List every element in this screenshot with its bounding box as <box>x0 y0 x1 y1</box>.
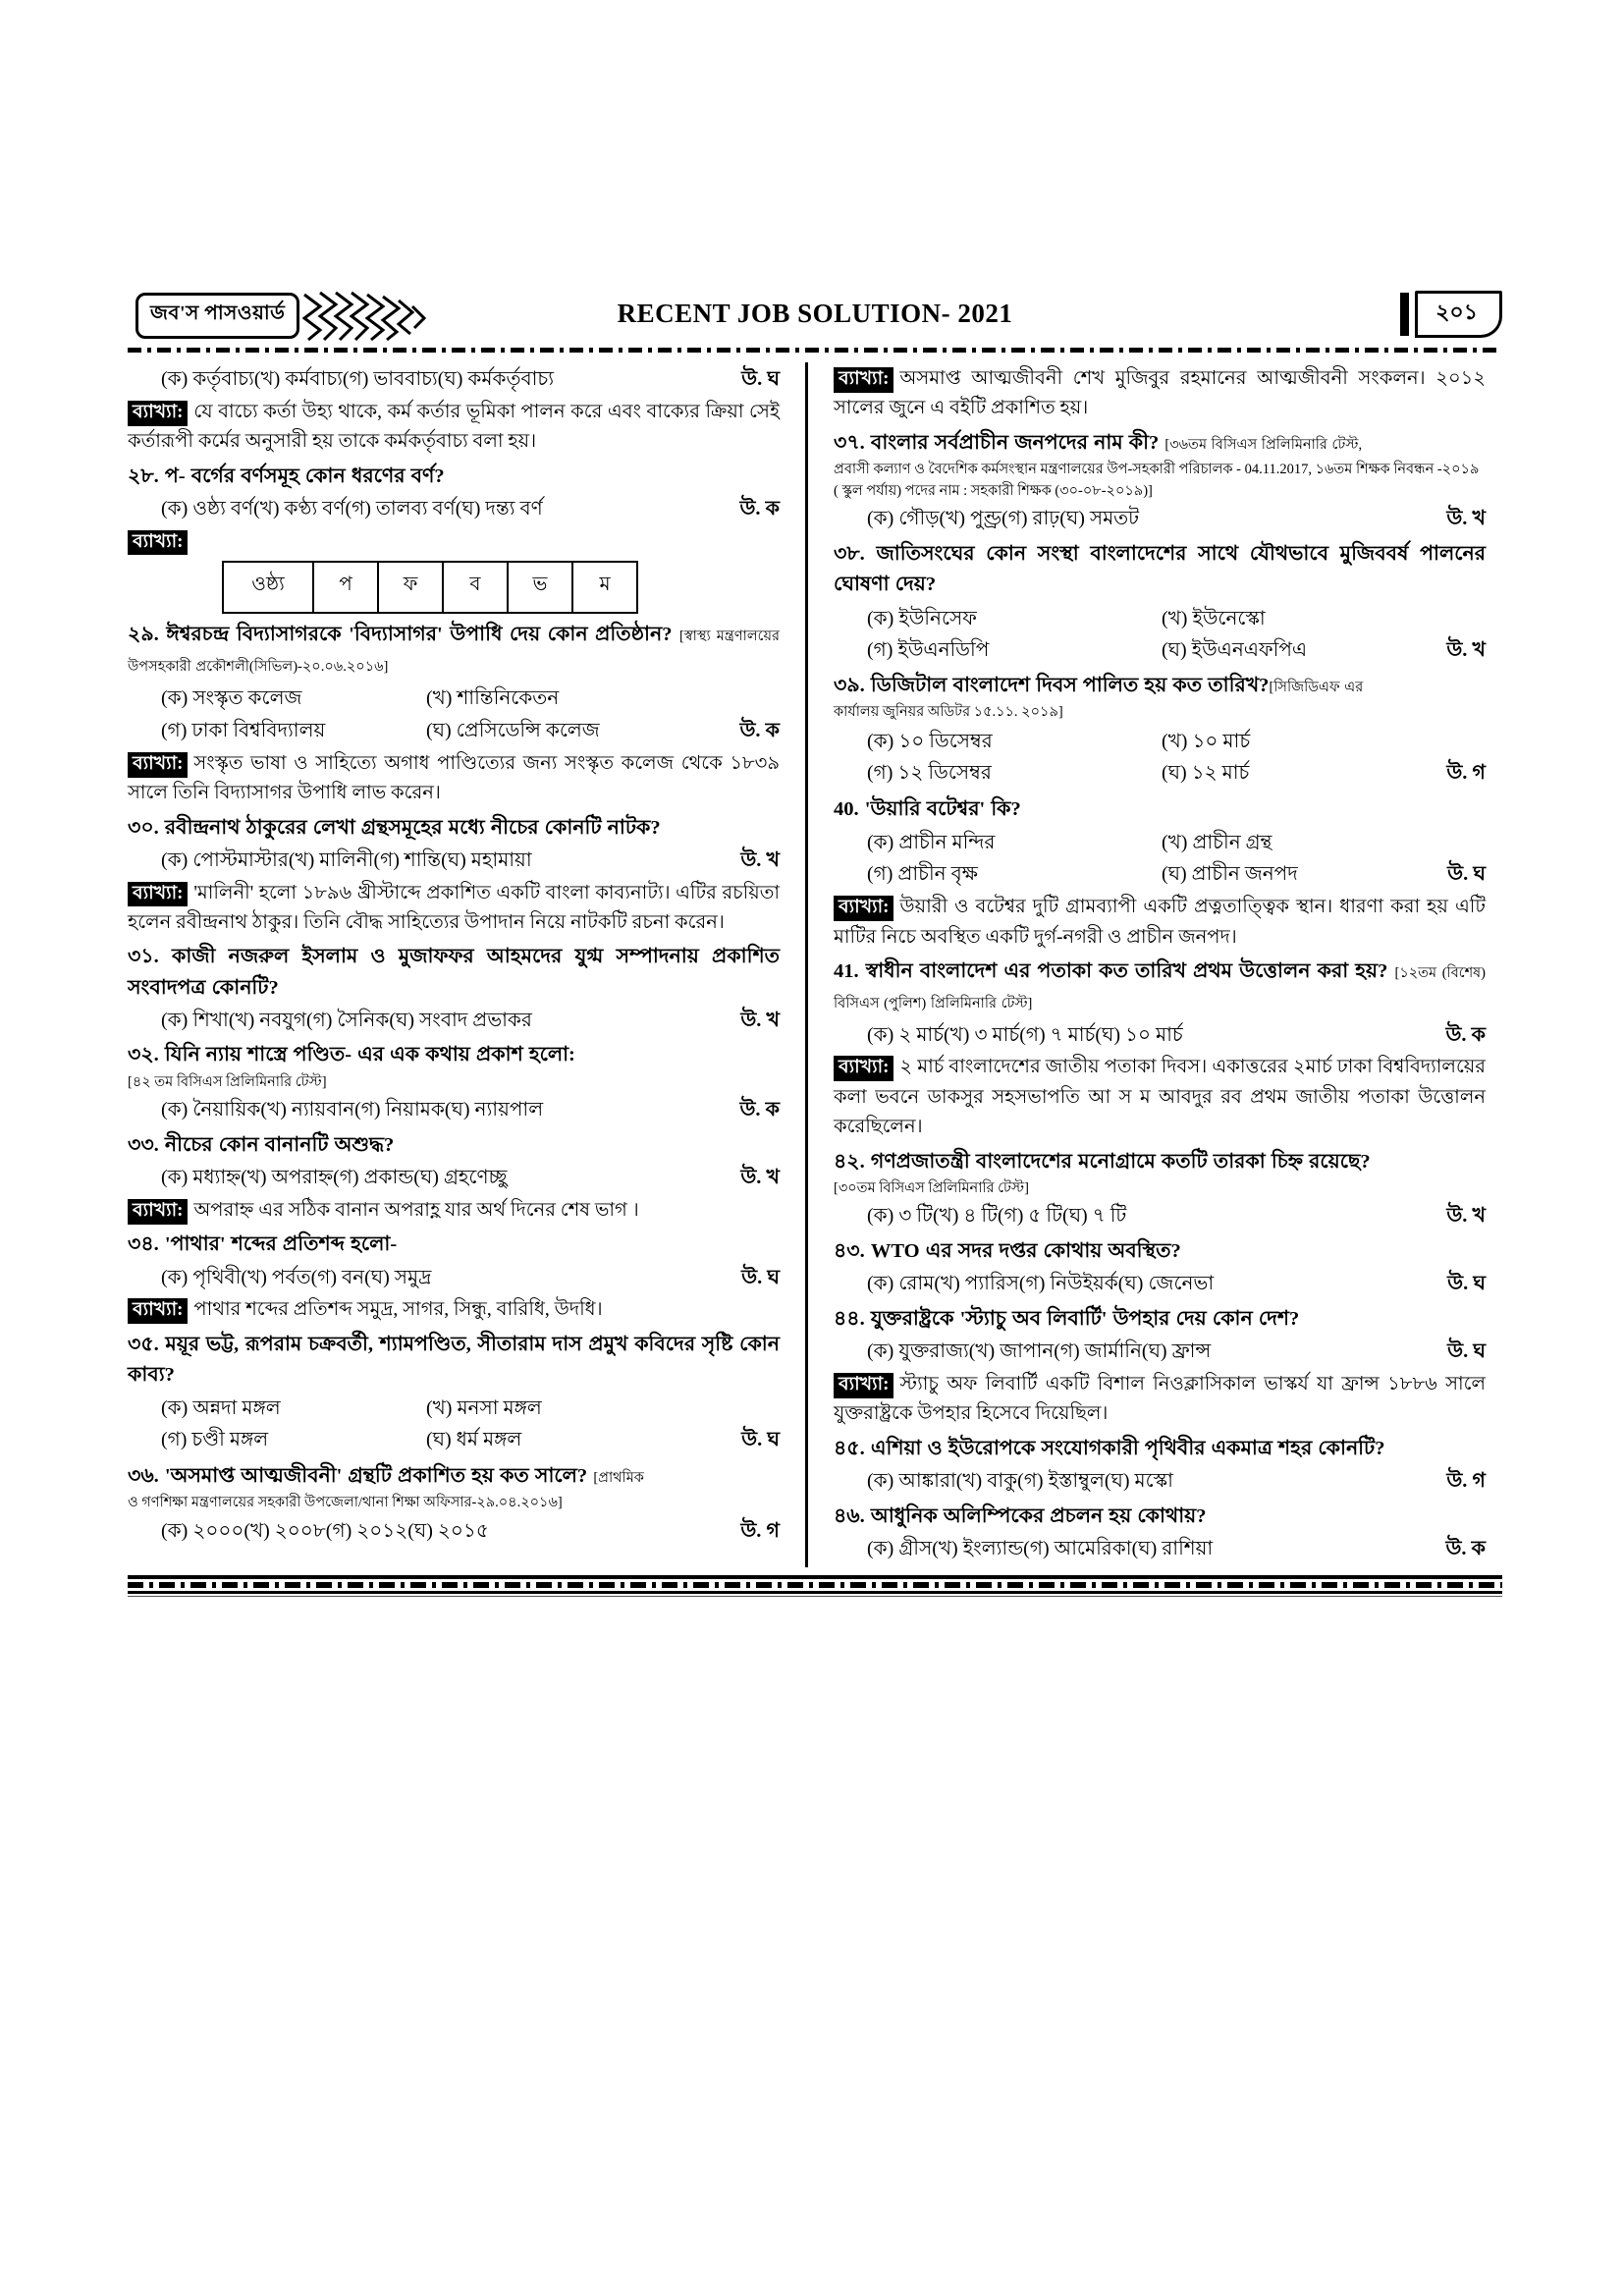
q27-explanation <box>128 398 780 458</box>
explanation-tag: ব্যাখ্যা: <box>128 1199 188 1225</box>
answer-key: উ. ক <box>739 497 780 519</box>
q33-question: ৩৩. নীচের কোন বানানটি অশুদ্ধ? <box>128 1134 395 1157</box>
option-a: (ক) কর্তৃবাচ্য <box>161 368 254 390</box>
explanation-text: স্ট্যাচু অফ লিবার্টি একটি বিশাল নিওক্লাসিকাল ভাস্কর্য যা ফ্রান্স ১৮৮৬ সালে যুক্তরাষ্ট্রকে উপহার হিসেবে দিয়েছিল। <box>834 1374 1486 1425</box>
q33-explanation <box>128 1196 780 1226</box>
option-a: (ক) পৃথিবী <box>161 1266 242 1288</box>
option-a: (ক) যুক্তরাজ্য <box>867 1340 969 1363</box>
q37-text: ৩৭. বাংলার সর্বপ্রাচীন জনপদের নাম কী? <box>834 431 1160 454</box>
option-b: (খ) ইউনেস্কো <box>1162 607 1266 629</box>
table-cell: ম <box>572 562 637 613</box>
option-d: (ঘ) সমতট <box>1059 508 1140 530</box>
option-a: (ক) গ্রীস <box>867 1537 933 1559</box>
answer-key: উ. খ <box>740 848 780 871</box>
q41-explanation <box>834 1053 1486 1142</box>
q27-options <box>128 364 780 396</box>
option-a: (ক) অন্নদা মঙ্গল <box>161 1397 281 1420</box>
option-d: (ঘ) ফ্রান্স <box>1141 1340 1212 1363</box>
option-b: (খ) ৪ টি <box>932 1205 998 1228</box>
option-b: (খ) জাপান <box>968 1340 1055 1363</box>
option-c: (গ) ৭ মার্চ <box>1019 1023 1096 1046</box>
q28-explanation <box>128 527 780 557</box>
explanation-tag: ব্যাখ্যা: <box>834 896 893 921</box>
brand-logo: জব'স পাসওয়ার্ড <box>135 293 299 339</box>
option-b: (খ) প্রাচীন গ্রন্থ <box>1162 831 1272 853</box>
q44-explanation <box>834 1370 1486 1430</box>
q42-question: ৪২. গণপ্রজাতন্ত্রী বাংলাদেশের মনোগ্রামে কতটি তারকা চিহ্ন রয়েছে? <box>834 1150 1371 1173</box>
q36-explanation <box>834 364 1486 424</box>
option-row <box>161 1424 780 1456</box>
q30-question: ৩০. রবীন্দ্রনাথ ঠাকুরের লেখা গ্রন্থসমূহের মধ্যে নীচের কোনটি নাটক? <box>128 816 661 839</box>
option-a: (ক) ইউনিসেফ <box>867 607 977 629</box>
right-column <box>816 362 1486 1567</box>
q44-question: ৪৪. যুক্তরাষ্ট্রকে 'স্ট্যাচু অব লিবার্টি' উপহার দেয় কোন দেশ? <box>834 1308 1300 1331</box>
option-c: (গ) রাঢ় <box>1001 508 1060 530</box>
q41-options <box>834 1020 1486 1052</box>
option-c: (গ) ইস্তাম্বুল <box>1017 1469 1105 1492</box>
option-d: (ঘ) মস্কো <box>1104 1469 1173 1492</box>
option-row <box>161 715 780 747</box>
q39-question <box>834 671 1486 701</box>
table-cell: ভ <box>508 562 572 613</box>
option-a: (ক) পোস্টমাস্টার <box>161 848 289 871</box>
option-c: (গ) ঢাকা বিশ্ববিদ্যালয় <box>161 719 326 741</box>
explanation-text: পাথার শব্দের প্রতিশব্দ সমুদ্র, সাগর, সিন্ধু, বারিধি, উদধি। <box>193 1299 603 1321</box>
option-d: (ঘ) জেনেভা <box>1117 1273 1215 1295</box>
option-d: (ঘ) কর্মকর্তৃবাচ্য <box>437 368 555 390</box>
page-number-group <box>1400 291 1502 338</box>
left-column <box>128 362 797 1567</box>
q31-question: ৩১. কাজী নজরুল ইসলাম ও মুজাফফর আহমদের যুগ্ম সম্পাদনায় প্রকাশিত সংবাদপত্র কোনটি? <box>128 946 780 999</box>
option-d: (ঘ) ধর্ম মঙ্গল <box>426 1429 522 1451</box>
q34-options <box>128 1263 780 1294</box>
option-b: (খ) অপরাহ্ন <box>241 1167 334 1189</box>
table-row <box>223 562 637 613</box>
option-b: (খ) পর্বত <box>241 1266 311 1288</box>
option-c: (গ) ৫ টি <box>998 1205 1063 1228</box>
option-c: (গ) সৈনিক <box>305 1009 390 1031</box>
option-row <box>867 634 1486 667</box>
q29-text: ২৯. ঈশ্বরচন্দ্র বিদ্যাসাগরকে 'বিদ্যাসাগর' উপাধি দেয় কোন প্রতিষ্ঠান? <box>128 623 673 645</box>
explanation-tag: ব্যাখ্যা: <box>834 1056 893 1081</box>
option-d: (ঘ) গ্রহণেচ্ছু <box>413 1167 508 1189</box>
option-d: (ঘ) ১২ মার্চ <box>1162 762 1250 785</box>
q39-text: ৩৯. ডিজিটাল বাংলাদেশ দিবস পালিত হয় কত তারিখ? <box>834 675 1270 697</box>
q35-options <box>128 1393 780 1457</box>
q35-question: ৩৫. ময়ূর ভট্ট, রূপরাম চক্রবর্তী, শ্যামপণ্ডিত, সীতারাম দাস প্রমুখ কবিদের সৃষ্টি কোন কাব্য? <box>128 1333 780 1386</box>
q39-source-inline: [সিজিডিএফ এর <box>1269 680 1364 696</box>
q41-source: [১২তম (বিশেষ) বিসিএস (পুলিশ) প্রিলিমিনারি টেস্ট] <box>834 965 1487 1012</box>
explanation-text: সংস্কৃত ভাষা ও সাহিত্যে অগাধ পাণ্ডিত্যের জন্য সংস্কৃত কলেজ থেকে ১৮৩৯ সালে তিনি বিদ্যাসাগর উপাধি লাভ করেন। <box>128 752 780 804</box>
explanation-tag: ব্যাখ্যা: <box>128 882 188 907</box>
q46-question: ৪৬. আধুনিক অলিম্পিকের প্রচলন হয় কোথায়? <box>834 1504 1207 1527</box>
explanation-text: ২ মার্চ বাংলাদেশের জাতীয় পতাকা দিবস। একাত্তরের ২মার্চ ঢাকা বিশ্ববিদ্যালয়ের কলা ভবনে ডাকসুর সহসভাপতি আ স ম আবদুর রব প্রথম জাতীয় পতাকা উত্তোলন করেছিলেন। <box>834 1057 1486 1138</box>
q38-question: ৩৮. জাতিসংঘের কোন সংস্থা বাংলাদেশের সাথে যৌথভাবে মুজিববর্ষ পালনের ঘোষণা দেয়? <box>834 543 1486 596</box>
q28-options <box>128 494 780 525</box>
option-c: (গ) নিউইয়র্ক <box>1018 1273 1118 1295</box>
option-c: (গ) চণ্ডী মঙ্গল <box>161 1429 269 1451</box>
option-a: (ক) গৌড় <box>867 508 940 530</box>
q34-explanation <box>128 1295 780 1325</box>
q36-text: ৩৬. 'অসমাপ্ত আত্মজীবনী' গ্রন্থটি প্রকাশিত হয় কত সালে? <box>128 1464 588 1487</box>
q38-options <box>834 603 1486 668</box>
table-cell: ওষ্ঠ্য <box>223 562 313 613</box>
option-d: (ঘ) ন্যায়পাল <box>444 1099 544 1121</box>
footer-rule-hairline <box>128 1596 1502 1597</box>
explanation-tag: ব্যাখ্যা: <box>128 401 188 426</box>
option-a: (ক) ওষ্ঠ্য বর্ণ <box>161 497 254 519</box>
option-row <box>867 757 1486 790</box>
option-row <box>867 603 1486 634</box>
page-number-bar-icon <box>1400 293 1409 336</box>
option-d: (ঘ) প্রেসিডেন্সি কলেজ <box>426 719 600 741</box>
option-row <box>867 726 1486 757</box>
q37-source-rest: প্রবাসী কল্যাণ ও বৈদেশিক কর্মসংস্থান মন্ত্রণালয়ের উপ-সহকারী পরিচালক - 04.11.2017, ১৬তম শিক্ষক নিবন্ধন -২০১৯ ( স্কুল পর্যায়) পদের নাম : সহকারী শিক্ষক (৩০-০৮-২০১৯)] <box>834 461 1480 499</box>
q33-options <box>128 1163 780 1194</box>
footer-rule-dashed <box>128 1582 1502 1588</box>
option-a: (ক) ২ মার্চ <box>867 1023 945 1046</box>
option-b: (খ) কণ্ঠ্য বর্ণ <box>253 497 346 519</box>
q37-question <box>834 428 1486 459</box>
zigzag-ornament-icon <box>302 291 430 342</box>
option-a: (ক) নৈয়ায়িক <box>161 1099 261 1121</box>
q45-options <box>834 1466 1486 1498</box>
q39-options <box>834 726 1486 791</box>
option-b: (খ) বাকু <box>955 1469 1018 1492</box>
q30-options <box>128 846 780 877</box>
page-header <box>128 285 1502 346</box>
explanation-tag: ব্যাখ্যা: <box>834 367 893 393</box>
option-b: (খ) পুণ্ড্র <box>939 508 1002 530</box>
answer-key: উ. ঘ <box>741 368 780 390</box>
q41-text: 41. স্বাধীন বাংলাদেশ এর পতাকা কত তারিখ প্রথম উত্তোলন করা হয়? <box>834 960 1388 983</box>
option-c: (গ) তালব্য বর্ণ <box>345 497 456 519</box>
answer-key: উ. ঘ <box>741 1266 780 1288</box>
table-cell: ব <box>443 562 508 613</box>
q37-options <box>834 504 1486 535</box>
option-a: (ক) আঙ্কারা <box>867 1469 956 1492</box>
q42-source: [৩০তম বিসিএস প্রিলিমিনারি টেস্ট] <box>834 1179 1029 1196</box>
option-d: (ঘ) দন্ত্য বর্ণ <box>455 497 543 519</box>
option-d: (ঘ) ইউএনএফপিএ <box>1162 638 1308 661</box>
page-footer <box>128 1575 1502 1597</box>
option-b: (খ) ২০০৮ <box>244 1519 326 1542</box>
option-c: (গ) ইউএনডিপি <box>867 638 990 661</box>
option-d: (ঘ) রাশিয়া <box>1131 1537 1214 1559</box>
answer-key: উ. খ <box>1446 1205 1486 1228</box>
table-cell: ফ <box>378 562 443 613</box>
q31-options <box>128 1006 780 1037</box>
option-b: (খ) নবযুগ <box>228 1009 306 1031</box>
q34-question: ৩৪. 'পাথার' শব্দের প্রতিশব্দ হলো- <box>128 1233 398 1256</box>
table-cell: প <box>313 562 378 613</box>
answer-key: উ. গ <box>1446 762 1486 785</box>
column-divider <box>805 362 808 1567</box>
q30-explanation <box>128 879 780 939</box>
option-c: (গ) ১২ ডিসেম্বর <box>867 762 992 785</box>
option-d: (ঘ) সমুদ্র <box>364 1266 432 1288</box>
option-row <box>867 827 1486 858</box>
option-d: (ঘ) সংবাদ প্রভাকর <box>389 1009 532 1031</box>
answer-key: উ. খ <box>1446 638 1486 661</box>
footer-rule-bottom <box>128 1591 1502 1594</box>
option-b: (খ) ১০ মার্চ <box>1162 731 1251 753</box>
q46-options <box>834 1534 1486 1565</box>
answer-key: উ. ক <box>739 1099 780 1121</box>
q40-explanation <box>834 893 1486 953</box>
answer-key: উ. ঘ <box>741 1429 780 1451</box>
q44-options <box>834 1337 1486 1368</box>
q29-explanation <box>128 749 780 809</box>
answer-key: উ. গ <box>1446 1469 1486 1492</box>
option-b: (খ) ৩ মার্চ <box>944 1023 1020 1046</box>
q43-question: ৪৩. WTO এর সদর দপ্তর কোথায় অবস্থিত? <box>834 1240 1181 1263</box>
option-b: (খ) ন্যায়বান <box>260 1099 355 1121</box>
option-c: (গ) শান্তি <box>373 848 442 871</box>
option-d: (ঘ) ২০১৫ <box>407 1519 489 1542</box>
answer-key: উ. খ <box>740 1009 780 1031</box>
answer-key: উ. ঘ <box>1447 863 1486 886</box>
q32-question: ৩২. যিনি ন্যায় শাস্ত্রে পণ্ডিত- এর এক কথায় প্রকাশ হলো: <box>128 1044 575 1066</box>
explanation-text: উয়ারী ও বটেশ্বর দুটি গ্রামব্যাপী একটি প্রত্নতাত্ত্বিক স্থান। ধারণা করা হয় এটি মাটির নিচে অবস্থিত একটি দুর্গ-নগরী ও প্রাচীন জনপদ। <box>834 897 1486 948</box>
answer-key: উ. ক <box>739 719 780 741</box>
explanation-text: অসমাপ্ত আত্মজীবনী শেখ মুজিবুর রহমানের আত্মজীবনী সংকলন। ২০১২ সালের জুনে এ বইটি প্রকাশিত হয়। <box>834 368 1486 419</box>
option-c: (গ) বন <box>310 1266 365 1288</box>
q37-source-inline: [৩৬তম বিসিএস প্রিলিমিনারি টেস্ট, <box>1164 436 1363 453</box>
varna-table <box>222 561 638 614</box>
option-row <box>161 683 780 714</box>
q29-options <box>128 683 780 747</box>
q32-options <box>128 1095 780 1126</box>
q41-question <box>834 957 1486 1017</box>
q42-options <box>834 1201 1486 1232</box>
option-row <box>867 858 1486 891</box>
answer-key: উ. ঘ <box>1447 1340 1486 1363</box>
answer-key: উ. খ <box>740 1167 780 1189</box>
option-b: (খ) ইংল্যান্ড <box>932 1537 1024 1559</box>
q29-source: [স্বাস্থ্য মন্ত্রণালয়ের উপসহকারী প্রকৌশলী(সিভিল)-২০.০৬.২০১৬] <box>128 628 780 676</box>
page-sheet <box>128 285 1502 1597</box>
explanation-tag: ব্যাখ্যা: <box>128 530 188 556</box>
answer-key: উ. খ <box>1446 508 1486 530</box>
q36-question <box>128 1461 780 1492</box>
answer-key: উ. গ <box>740 1519 780 1542</box>
option-c: (গ) প্রকান্ড <box>333 1167 414 1189</box>
option-a: (ক) রোম <box>867 1273 935 1295</box>
option-b: (খ) মনসা মঙ্গল <box>426 1397 542 1420</box>
option-d: (ঘ) ৭ টি <box>1062 1205 1127 1228</box>
option-d: (ঘ) মহামায়া <box>441 848 532 871</box>
q32-source: [৪২ তম বিসিএস প্রিলিমিনারি টেস্ট] <box>128 1073 327 1090</box>
option-a: (ক) মধ্যাহ্ন <box>161 1167 242 1189</box>
footer-rule-top <box>128 1575 1502 1579</box>
q45-question: ৪৫. এশিয়া ও ইউরোপকে সংযোগকারী পৃথিবীর একমাত্র শহর কোনটি? <box>834 1437 1385 1459</box>
option-c: (গ) নিয়ামক <box>354 1099 445 1121</box>
option-d: (ঘ) ১০ মার্চ <box>1095 1023 1183 1046</box>
explanation-text: যে বাচ্যে কর্তা উহ্য থাকে, কর্ম কর্তার ভূমিকা পালন করে এবং বাক্যের ক্রিয়া সেই কর্তারূপী কর্মের অনুসারী হয় তাকে কর্মকর্তৃবাচ্য বলা হয়। <box>128 401 780 453</box>
explanation-text: 'মালিনী' হলো ১৮৯৬ খ্রীস্টাব্দে প্রকাশিত একটি বাংলা কাব্যনাট্য। এটির রচয়িতা হলেন রবীন্দ্রনাথ ঠাকুর। তিনি বৌদ্ধ সাহিত্যের উপাদান নিয়ে নাটকটি রচনা করেন। <box>128 882 780 933</box>
answer-key: উ. ক <box>1445 1023 1486 1046</box>
page-number: ২০১ <box>1415 291 1502 338</box>
option-row <box>161 1393 780 1424</box>
q39-source-rest: কার্যালয় জুনিয়র অডিটর ১৫.১১. ২০১৯] <box>834 704 1063 721</box>
explanation-tag: ব্যাখ্যা: <box>128 752 188 778</box>
answer-key: উ. ঘ <box>1447 1273 1486 1295</box>
q36-options <box>128 1516 780 1548</box>
q29-question <box>128 620 780 681</box>
two-column-body <box>128 362 1502 1567</box>
page-title: RECENT JOB SOLUTION- 2021 <box>617 299 1013 328</box>
option-a: (ক) শিখা <box>161 1009 229 1031</box>
option-c: (গ) ২০১২ <box>325 1519 408 1542</box>
option-b: (খ) কর্মবাচ্য <box>253 368 343 390</box>
q40-options <box>834 827 1486 892</box>
option-a: (ক) ১০ ডিসেম্বর <box>867 731 993 753</box>
option-d: (ঘ) প্রাচীন জনপদ <box>1162 863 1298 886</box>
explanation-tag: ব্যাখ্যা: <box>128 1298 188 1324</box>
header-divider <box>128 348 1502 353</box>
option-a: (ক) ২০০০ <box>161 1519 244 1542</box>
q43-options <box>834 1269 1486 1300</box>
q40-question: 40. 'উয়ারি বটেশ্বর' কি? <box>834 797 1021 820</box>
option-a: (ক) প্রাচীন মন্দির <box>867 831 996 853</box>
option-c: (গ) ভাববাচ্য <box>342 368 438 390</box>
option-a: (ক) ৩ টি <box>867 1205 933 1228</box>
explanation-text: অপরাহ্ন এর সঠিক বানান অপরাহ্ণ যার অর্থ দিনের শেষ ভাগ । <box>193 1200 639 1222</box>
option-b: (খ) প্যারিস <box>934 1273 1019 1295</box>
option-c: (গ) আমেরিকা <box>1023 1537 1132 1559</box>
option-b: (খ) মালিনী <box>288 848 374 871</box>
q28-question: ২৮. প- বর্গের বর্ণসমূহ কোন ধরণের বর্ণ? <box>128 465 445 487</box>
q36-source-rest: ও গণশিক্ষা মন্ত্রণালয়ের সহকারী উপজেলা/থানা শিক্ষা অফিসার-২৯.০৪.২০১৬] <box>128 1494 563 1510</box>
q36-source-inline: [প্রাথমিক <box>593 1469 644 1486</box>
option-a: (ক) সংস্কৃত কলেজ <box>161 687 302 710</box>
option-c: (গ) প্রাচীন বৃক্ষ <box>867 863 978 886</box>
answer-key: উ. ক <box>1445 1537 1486 1559</box>
explanation-tag: ব্যাখ্যা: <box>834 1373 893 1398</box>
option-c: (গ) জার্মানি <box>1054 1340 1142 1363</box>
option-b: (খ) শান্তিনিকেতন <box>426 687 560 710</box>
